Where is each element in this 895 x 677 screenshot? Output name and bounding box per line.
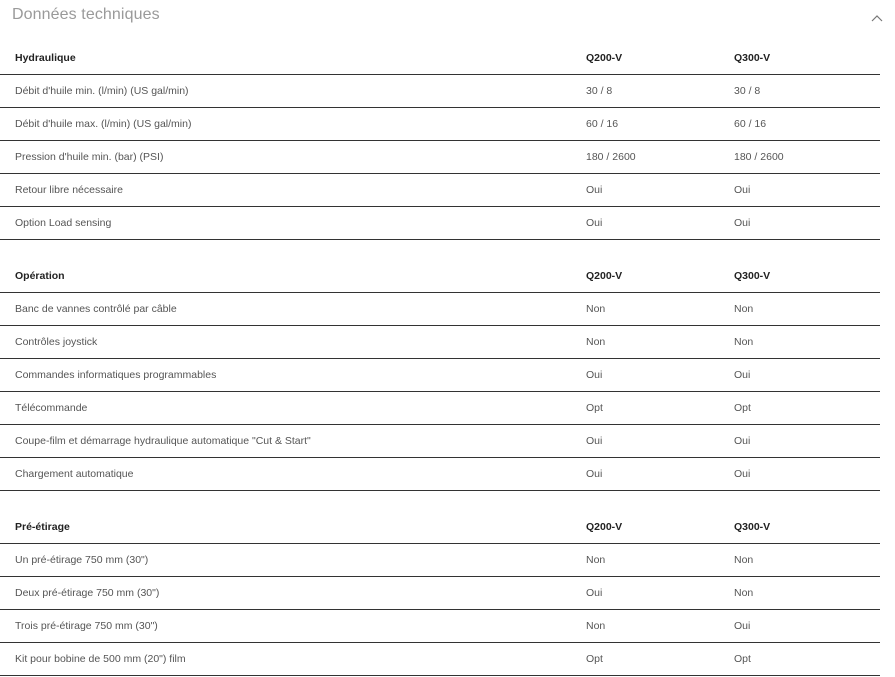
- spec-section: [0, 511, 880, 676]
- table-row: [0, 392, 880, 425]
- spec-section: [0, 260, 880, 491]
- row-value: 30 / 8: [734, 85, 761, 97]
- row-value: Opt: [586, 402, 603, 414]
- row-label: Coupe-film et démarrage hydraulique automatique "Cut & Start": [15, 435, 311, 447]
- table-row: [0, 141, 880, 174]
- table-row: [0, 174, 880, 207]
- row-value: Oui: [586, 369, 603, 381]
- table-row: [0, 610, 880, 643]
- table-row: [0, 643, 880, 676]
- table-row: [0, 458, 880, 491]
- row-value: 180 / 2600: [734, 151, 784, 163]
- column-header: Q200-V: [586, 521, 623, 533]
- section-header-row: [0, 260, 880, 293]
- row-label: Débit d'huile min. (l/min) (US gal/min): [15, 85, 189, 97]
- section-heading: Opération: [15, 270, 65, 282]
- spec-section: [0, 42, 880, 240]
- row-value: 60 / 16: [586, 118, 619, 130]
- row-value: Non: [734, 303, 754, 315]
- row-value: Oui: [734, 435, 751, 447]
- row-value: Oui: [586, 468, 603, 480]
- chevron-up-icon[interactable]: [869, 10, 885, 26]
- panel-title: Données techniques: [12, 6, 160, 23]
- row-value: Non: [734, 554, 754, 566]
- section-heading: Hydraulique: [15, 52, 76, 64]
- column-header: Q300-V: [734, 270, 771, 282]
- table-row: [0, 359, 880, 392]
- row-value: Non: [586, 554, 606, 566]
- row-label: Contrôles joystick: [15, 336, 98, 348]
- row-label: Débit d'huile max. (l/min) (US gal/min): [15, 118, 192, 130]
- row-value: Oui: [734, 217, 751, 229]
- table-row: [0, 108, 880, 141]
- table-row: [0, 293, 880, 326]
- table-row: [0, 544, 880, 577]
- row-value: Non: [734, 336, 754, 348]
- row-value: Opt: [586, 653, 603, 665]
- row-value: Oui: [734, 184, 751, 196]
- table-row: [0, 577, 880, 610]
- section-header-row: [0, 42, 880, 75]
- panel-header[interactable]: [0, 0, 895, 34]
- row-value: 60 / 16: [734, 118, 767, 130]
- row-value: 30 / 8: [586, 85, 613, 97]
- row-value: Non: [586, 620, 606, 632]
- column-header: Q300-V: [734, 52, 771, 64]
- row-label: Kit pour bobine de 500 mm (20") film: [15, 653, 186, 665]
- row-value: Non: [734, 587, 754, 599]
- row-value: Oui: [586, 184, 603, 196]
- column-header: Q300-V: [734, 521, 771, 533]
- row-label: Commandes informatiques programmables: [15, 369, 217, 381]
- table-row: [0, 75, 880, 108]
- row-value: Oui: [586, 587, 603, 599]
- table-row: [0, 207, 880, 240]
- row-label: Retour libre nécessaire: [15, 184, 123, 196]
- row-value: Oui: [734, 620, 751, 632]
- row-label: Télécommande: [15, 402, 88, 414]
- row-label: Option Load sensing: [15, 217, 112, 229]
- row-value: Opt: [734, 653, 751, 665]
- row-label: Banc de vannes contrôlé par câble: [15, 303, 177, 315]
- row-label: Trois pré-étirage 750 mm (30"): [15, 620, 158, 632]
- column-header: Q200-V: [586, 52, 623, 64]
- row-label: Un pré-étirage 750 mm (30"): [15, 554, 149, 566]
- row-label: Deux pré-étirage 750 mm (30"): [15, 587, 160, 599]
- section-header-row: [0, 511, 880, 544]
- row-label: Chargement automatique: [15, 468, 134, 480]
- row-value: Opt: [734, 402, 751, 414]
- row-value: Oui: [586, 217, 603, 229]
- row-value: Non: [586, 336, 606, 348]
- row-label: Pression d'huile min. (bar) (PSI): [15, 151, 164, 163]
- row-value: Oui: [734, 369, 751, 381]
- table-row: [0, 425, 880, 458]
- row-value: Non: [586, 303, 606, 315]
- row-value: Oui: [734, 468, 751, 480]
- section-heading: Pré-étirage: [15, 521, 70, 533]
- technical-data-panel: [0, 0, 895, 34]
- row-value: 180 / 2600: [586, 151, 636, 163]
- row-value: Oui: [586, 435, 603, 447]
- column-header: Q200-V: [586, 270, 623, 282]
- table-row: [0, 326, 880, 359]
